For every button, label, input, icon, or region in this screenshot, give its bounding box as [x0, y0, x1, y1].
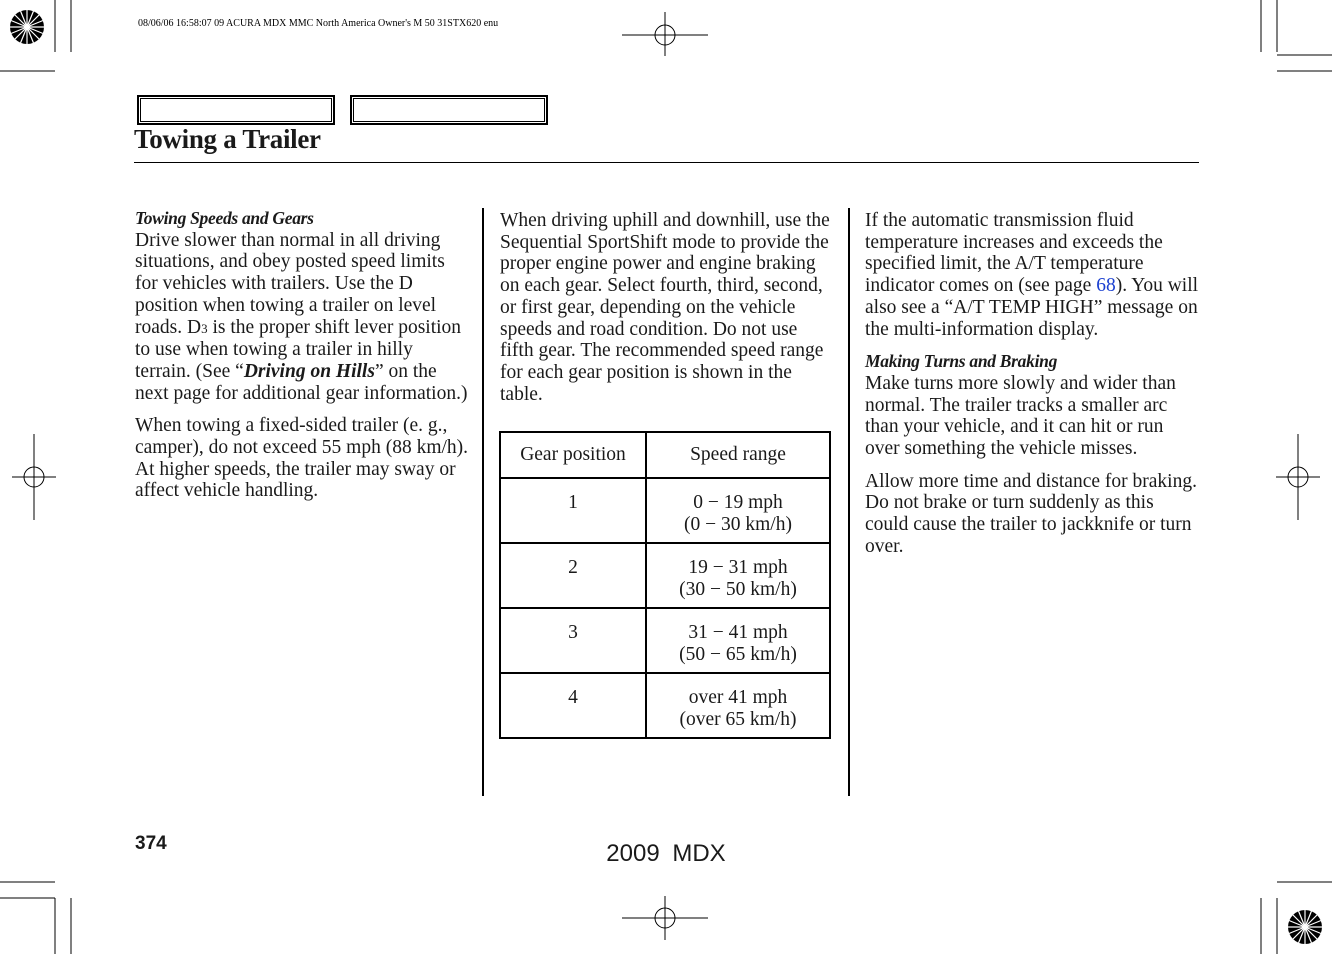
column-divider: [482, 208, 484, 796]
speed-kmh: (30 − 50 km/h): [679, 579, 797, 600]
registration-sunburst-icon: [1288, 910, 1322, 944]
title-divider: [134, 162, 1199, 163]
column-header-speed: Speed range: [646, 432, 830, 478]
table-row: [500, 478, 830, 543]
speed-cell: [646, 478, 830, 543]
speed-kmh: (0 − 30 km/h): [684, 514, 792, 535]
paragraph: When driving uphill and downhill, use the Sequential SportShift mode to provide the proper engine power and engine braking on each gear. Select fourth, third, second, or first gear, depending on the vehicle speeds and road condition. Do not use fifth gear. The recommended speed range for each gear position is shown in the table.: [500, 210, 830, 405]
speed-mph: 19 − 31 mph: [688, 557, 788, 578]
gear-subscript: 3: [201, 320, 208, 336]
gear-cell: 1: [500, 478, 646, 543]
gear-cell: 3: [500, 608, 646, 673]
section-tab-1[interactable]: [137, 95, 335, 125]
speed-cell: [646, 608, 830, 673]
subheading-towing-speeds: Towing Speeds and Gears: [135, 208, 314, 228]
speed-cell: [646, 673, 830, 738]
text: ” on the next page for additional gear information.): [135, 360, 468, 404]
page-number: 374: [135, 833, 167, 854]
text: ). You will also see a “A/T TEMP HIGH” message on the multi-information display.: [865, 275, 1199, 340]
middle-column: [500, 210, 835, 405]
print-header: 08/06/06 16:58:07 09 ACURA MDX MMC North America Owner's M 50 31STX620 enu: [138, 18, 499, 29]
speed-kmh: (50 − 65 km/h): [679, 644, 797, 665]
speed-kmh: (over 65 km/h): [679, 709, 797, 730]
paragraph: [135, 230, 471, 405]
text: Drive slower than normal in all driving situations, and obey posted speed limits for vehicles with trailers. Use the D position when towing a trailer on level roads. D: [135, 229, 445, 338]
left-column: [135, 208, 471, 502]
gear-cell: 2: [500, 543, 646, 608]
paragraph: Allow more time and distance for braking. Do not brake or turn suddenly as this could cause the trailer to jackknife or turn over.: [865, 470, 1197, 557]
table-row: [500, 673, 830, 738]
page-link[interactable]: 68: [1096, 275, 1116, 297]
speed-mph: 0 − 19 mph: [693, 492, 783, 513]
footer-model: 2009 MDX: [606, 840, 726, 867]
registration-sunburst-icon: [10, 10, 44, 44]
gear-cell: 4: [500, 673, 646, 738]
paragraph: When towing a fixed-sided trailer (e. g., camper), do not exceed 55 mph (88 km/h). At higher speeds, the trailer may sway or affect vehicle handling.: [135, 415, 469, 502]
speed-mph: 31 − 41 mph: [688, 622, 788, 643]
section-tab-2[interactable]: [350, 95, 548, 125]
subheading-turns-braking: Making Turns and Braking: [865, 351, 1058, 372]
paragraph: [865, 210, 1200, 340]
page-title: Towing a Trailer: [134, 124, 321, 154]
right-column: [865, 210, 1200, 558]
paragraph: Make turns more slowly and wider than normal. The trailer tracks a smaller arc than your vehicle, and it can hit or run over something the vehicle misses.: [865, 372, 1176, 460]
column-header-gear: Gear position: [500, 432, 646, 478]
gear-speed-table: [499, 431, 831, 739]
column-divider: [848, 208, 850, 796]
table-row: [500, 608, 830, 673]
cross-reference-link[interactable]: Driving on Hills: [243, 360, 375, 382]
speed-mph: over 41 mph: [688, 687, 788, 708]
speed-cell: [646, 543, 830, 608]
text: If the automatic transmission fluid temperature increases and exceeds the specified limit, the A/T temperature indicator comes on (see page: [865, 210, 1163, 297]
table-header-row: [500, 432, 830, 478]
table-row: [500, 543, 830, 608]
text: is the proper shift lever position to use when towing a trailer in hilly terrain. (See “: [135, 316, 462, 382]
